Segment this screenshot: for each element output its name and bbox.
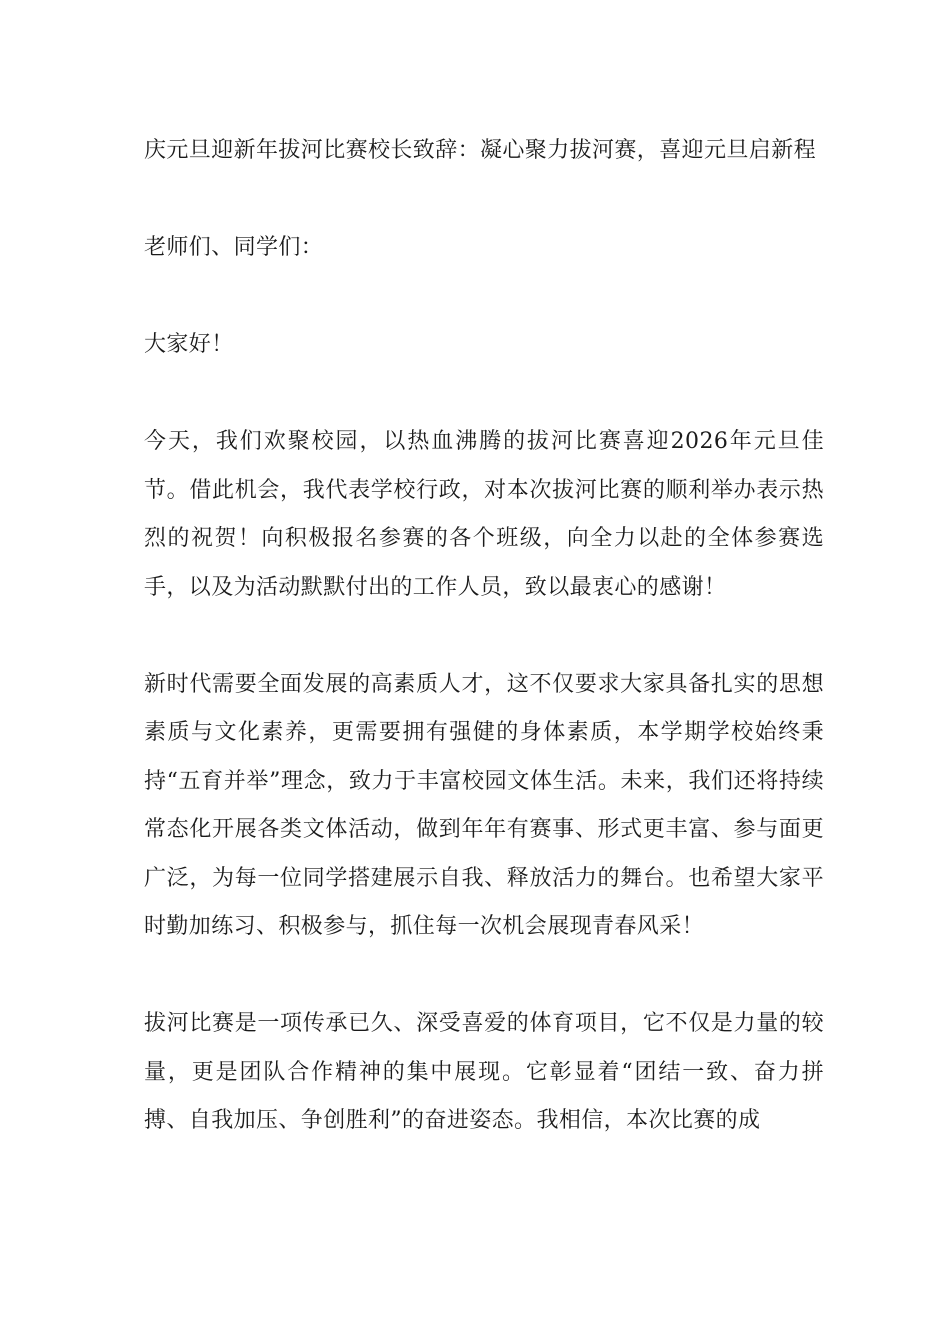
document-title: 庆元旦迎新年拔河比赛校长致辞：凝心聚力拔河赛，喜迎元旦启新程	[144, 138, 817, 163]
paragraph: 拔河比赛是一项传承已久、深受喜爱的体育项目，它不仅是力量的较量，更是团队合作精神的集中展现。它彰显着“团结一致、奋力拼搏、自我加压、争创胜利”的奋进姿态。我相信，本次比赛的成	[144, 1011, 824, 1133]
paragraph: 今天，我们欢聚校园，以热血沸腾的拔河比赛喜迎2026年元旦佳节。借此机会，我代表学校行政，对本次拔河比赛的顺利举办表示热烈的祝贺！向积极报名参赛的各个班级，向全力以赴的全体参赛选手，以及为活动默默付出的工作人员，致以最衷心的感谢！	[144, 429, 824, 600]
greeting: 大家好！	[144, 332, 234, 357]
paragraph: 新时代需要全面发展的高素质人才，这不仅要求大家具备扎实的思想素质与文化素养，更需要拥有强健的身体素质，本学期学校始终秉持“五育并举”理念，致力于丰富校园文体生活。未来，我们还将持续常态化开展各类文体活动，做到年年有赛事、形式更丰富、参与面更广泛，为每一位同学搭建展示自我、释放活力的舞台。也希望大家平时勤加练习、积极参与，抓住每一次机会展现青春风采！	[144, 671, 824, 939]
document-body	[144, 127, 824, 1194]
salutation: 老师们、同学们：	[144, 235, 324, 260]
